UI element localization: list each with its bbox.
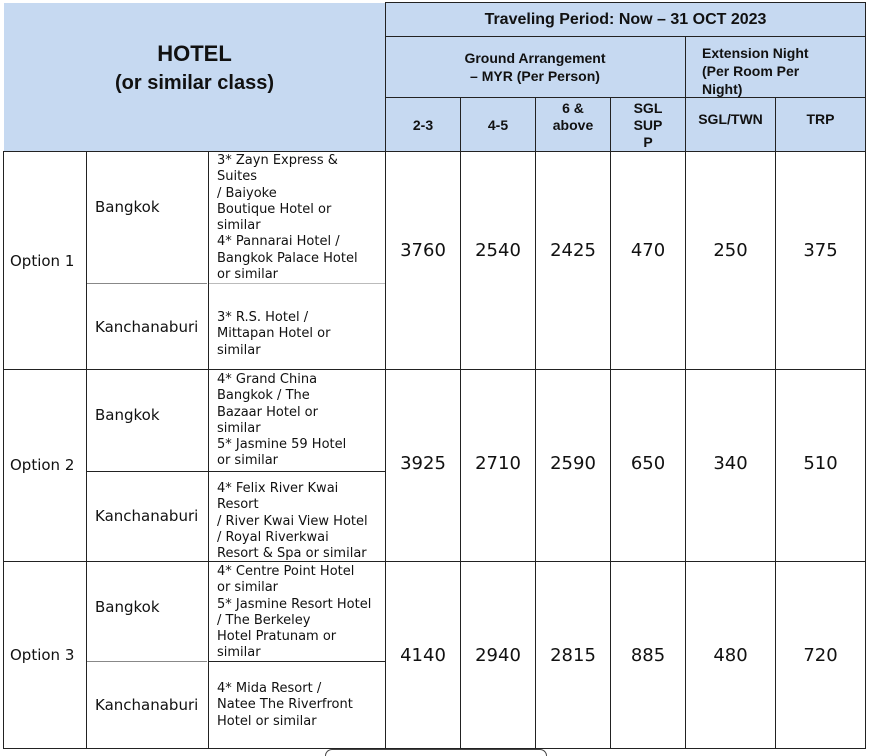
- traveling-period: Traveling Period: Now – 31 OCT 2023: [484, 11, 767, 28]
- price-6-above: 2590: [550, 452, 596, 474]
- price-6-above: 2815: [550, 644, 596, 666]
- grid-line: [385, 2, 386, 749]
- grid-line: [460, 97, 461, 749]
- hotel-list: 4* Felix River Kwai Resort / River Kwai View Hotel / Royal Riverkwai Resort & Spa or similar: [217, 481, 368, 562]
- hotel-list: 3* R.S. Hotel / Mittapan Hotel or similar: [217, 310, 331, 358]
- grid-line: [775, 97, 776, 749]
- horizontal-scrollbar[interactable]: [325, 749, 547, 756]
- price-sgl-sup: 650: [630, 452, 666, 474]
- price-sgl-sup: 470: [630, 239, 666, 261]
- grid-line: [685, 36, 686, 749]
- hotel-list: 3* Zayn Express & Suites / Baiyoke Boutique Hotel or similar 4* Pannarai Hotel / Bangkok Palace Hotel or similar: [217, 153, 358, 283]
- price-4-5: 2540: [475, 239, 521, 261]
- grid-line: [386, 97, 865, 98]
- price-4-5: 2940: [475, 644, 521, 666]
- price-trp: 375: [803, 239, 838, 261]
- grid-line: [4, 151, 865, 152]
- city-bangkok: Bangkok: [95, 406, 160, 424]
- option-label: Option 1: [10, 251, 75, 270]
- city-bangkok: Bangkok: [95, 598, 160, 616]
- price-trp: 510: [803, 452, 838, 474]
- hotel-list: 4* Grand China Bangkok / The Bazaar Hotel or similar 5* Jasmine 59 Hotel or similar: [217, 372, 347, 469]
- grid-line: [386, 36, 865, 37]
- hotel-title: HOTEL: [157, 41, 232, 66]
- city-kanchanaburi: Kanchanaburi: [95, 696, 199, 714]
- price-sgl-sup: 885: [630, 644, 666, 666]
- price-2-3: 3925: [400, 452, 446, 474]
- city-bangkok: Bangkok: [95, 198, 160, 216]
- grid-line: [87, 661, 207, 662]
- price-4-5: 2710: [475, 452, 521, 474]
- hotel-list: 4* Centre Point Hotel or similar 5* Jasmine Resort Hotel / The Berkeley Hotel Pratunam or similar: [217, 564, 372, 661]
- col-header-4-5: 4-5: [487, 116, 509, 133]
- grid-line: [208, 151, 209, 749]
- grid-line: [86, 151, 87, 749]
- grid-line: [386, 2, 865, 3]
- extension-night-header: Extension Night (Per Room Per Night): [702, 45, 809, 97]
- ground-arrangement-header: Ground Arrangement – MYR (Per Person): [464, 50, 606, 84]
- col-header-sgl-sup: SGL SUP P: [633, 100, 663, 150]
- hotel-list: 4* Mida Resort / Natee The Riverfront Hotel or similar: [217, 681, 353, 729]
- city-kanchanaburi: Kanchanaburi: [95, 317, 199, 336]
- grid-line: [865, 2, 866, 749]
- price-6-above: 2425: [550, 239, 596, 261]
- grid-line: [3, 151, 4, 749]
- grid-line: [535, 97, 536, 749]
- price-2-3: 4140: [400, 644, 446, 666]
- price-sgl-twn: 480: [713, 644, 748, 666]
- col-header-sgl-twn: SGL/TWN: [698, 111, 763, 127]
- col-header-2-3: 2-3: [412, 116, 434, 133]
- grid-line: [610, 97, 611, 749]
- price-2-3: 3760: [400, 239, 446, 261]
- hotel-subtitle: (or similar class): [115, 71, 274, 94]
- option-label: Option 3: [10, 646, 75, 664]
- col-header-6-above: 6 & above: [552, 100, 594, 133]
- col-header-trp: TRP: [806, 111, 835, 127]
- price-sgl-twn: 340: [713, 452, 748, 474]
- grid-line: [87, 283, 207, 284]
- price-sgl-twn: 250: [713, 239, 748, 261]
- grid-line: [4, 561, 865, 562]
- city-kanchanaburi: Kanchanaburi: [95, 507, 199, 525]
- grid-line: [4, 369, 865, 370]
- option-label: Option 2: [10, 456, 75, 474]
- grid-line: [209, 283, 385, 284]
- grid-line: [87, 471, 385, 472]
- grid-line: [209, 661, 385, 662]
- price-trp: 720: [803, 644, 838, 666]
